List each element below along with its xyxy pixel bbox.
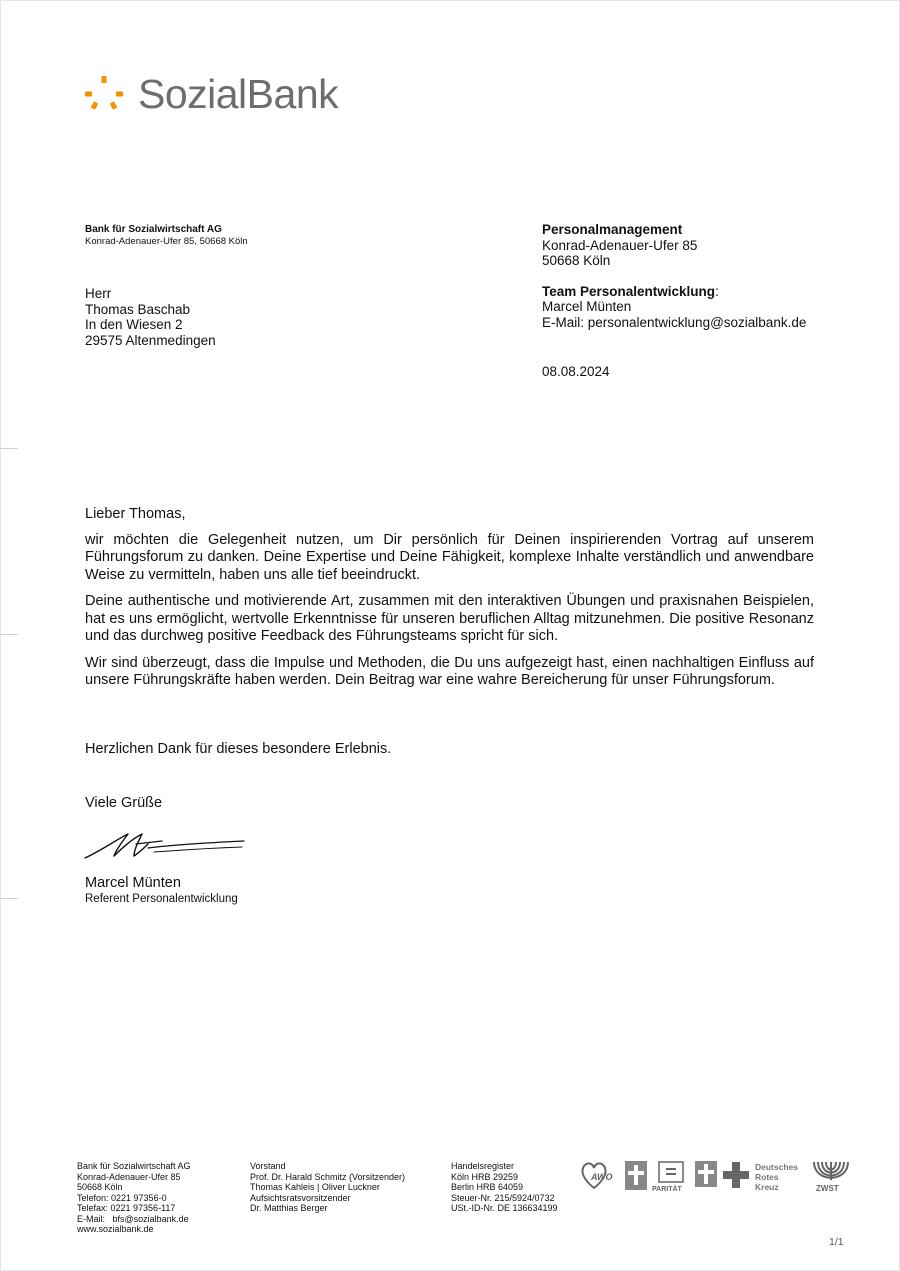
signer-block [85,875,238,906]
zwst-menorah-icon [814,1162,848,1180]
department-street: Konrad-Adenauer-Ufer 85 [542,237,698,253]
body-paragraph: wir möchten die Gelegenheit nutzen, um Dir persönlich für Deinen inspirierenden Vortrag auf unserem Führungsforum zu danken. Deine Expertise und Deine Fähigkeit, komplexe Inhalte verständlich und anwendbare Weise zu vermitteln, haben uns alle tief beeindruckt. [85,531,814,583]
awo-logo-icon [582,1163,612,1188]
footer-line: Aufsichtsratsvorsitzender [250,1192,351,1203]
footer-line: Konrad-Adenauer-Ufer 85 [77,1171,181,1182]
footer-line: www.sozialbank.de [77,1224,154,1234]
fold-mark [0,448,18,449]
footer-line: Vorstand [250,1161,286,1171]
sozialbank-logo [84,70,338,118]
body-paragraph: Wir sind überzeugt, dass die Impulse und Methoden, die Du uns aufgezeigt hast, einen nachhaltigen Einfluss auf unsere Führungskräfte haben werden. Dein Beitrag war eine wahre Bereicherung für unser Führungsforum. [85,654,814,688]
body-paragraph: Deine authentische und motivierende Art, zusammen mit den interaktiven Übungen und praxisnahen Beispielen, hat es uns ermöglicht, wertvolle Erkenntnisse für unseren beruflichen Alltag mitzunehmen. Die positive Resonanz und das durchweg positive Feedback des Führungsteams spricht für sich. [85,593,814,644]
thanks-line: Herzlichen Dank für dieses besondere Erlebnis. [85,741,392,757]
footer-line: Steuer-Nr. 215/5924/0732 [451,1192,555,1203]
department-block [542,222,806,330]
partner-logos [580,1158,852,1194]
recipient-street: In den Wiesen 2 [85,317,183,332]
red-cross-logo-icon [723,1162,798,1192]
footer-register-column [451,1161,558,1214]
recipient-name: Thomas Baschab [85,301,191,317]
signer-name: Marcel Münten [85,875,181,891]
caritas-logo-icon [625,1161,647,1190]
footer-line: 50668 Köln [77,1182,123,1192]
greeting: Lieber Thomas, [85,506,186,522]
diakonie-logo-icon [695,1161,717,1187]
footer-contact-column [77,1161,191,1235]
paritaet-label: PARITÄT [652,1186,682,1193]
page-number: 1/1 [829,1236,844,1248]
footer-line: Thomas Kahleis | Oliver Luckner [250,1182,380,1192]
footer-line: Bank für Sozialwirtschaft AG [77,1161,191,1171]
handwritten-signature [82,828,250,864]
drk-label-line: Rotes [755,1172,779,1182]
fold-mark [0,898,18,899]
letter-date: 08.08.2024 [542,364,610,379]
footer-line: Telefon: 0221 97356-0 [77,1192,167,1203]
recipient-city: 29575 Altenmedingen [85,332,216,348]
letter-body [85,506,814,699]
footer-line: Telefax: 0221 97356-117 [77,1203,176,1213]
sender-line [85,224,248,248]
awo-label: AWO [591,1172,613,1182]
footer-line: Prof. Dr. Harald Schmitz (Vorsitzender) [250,1171,406,1182]
footer-line: Köln HRB 29259 [451,1171,519,1182]
sender-address: Konrad-Adenauer-Ufer 85, 50668 Köln [85,236,248,247]
zwst-label: ZWST [816,1184,839,1193]
drk-label-line: Deutsches [755,1162,798,1172]
drk-label-line: Kreuz [755,1182,779,1192]
department-title: Personalmanagement [542,222,683,237]
footer-line: Dr. Matthias Berger [250,1203,328,1213]
team-heading [542,284,806,300]
recipient-address [85,286,216,348]
contact-name: Marcel Münten [542,299,632,314]
contact-email: E-Mail: personalentwicklung@sozialbank.de [542,314,807,330]
punch-mark [0,634,18,635]
signer-title: Referent Personalentwicklung [85,893,238,905]
closing-line: Viele Grüße [85,795,163,811]
recipient-salutation: Herr [85,286,112,301]
sozialbank-logo-icon [84,74,124,114]
team-title: Team Personalentwicklung [542,283,716,299]
team-title-colon: : [715,283,719,299]
footer-board-column [250,1161,405,1214]
sender-name: Bank für Sozialwirtschaft AG [85,224,222,235]
footer-line: E-Mail: bfs@sozialbank.de [77,1213,189,1224]
paritaet-logo-icon [652,1162,683,1193]
department-city: 50668 Köln [542,253,611,268]
footer-line: Handelsregister [451,1161,515,1171]
footer-line: Berlin HRB 64059 [451,1182,524,1192]
footer-line: USt.-ID-Nr. DE 136634199 [451,1203,558,1213]
logo-wordmark: SozialBank [138,71,339,117]
